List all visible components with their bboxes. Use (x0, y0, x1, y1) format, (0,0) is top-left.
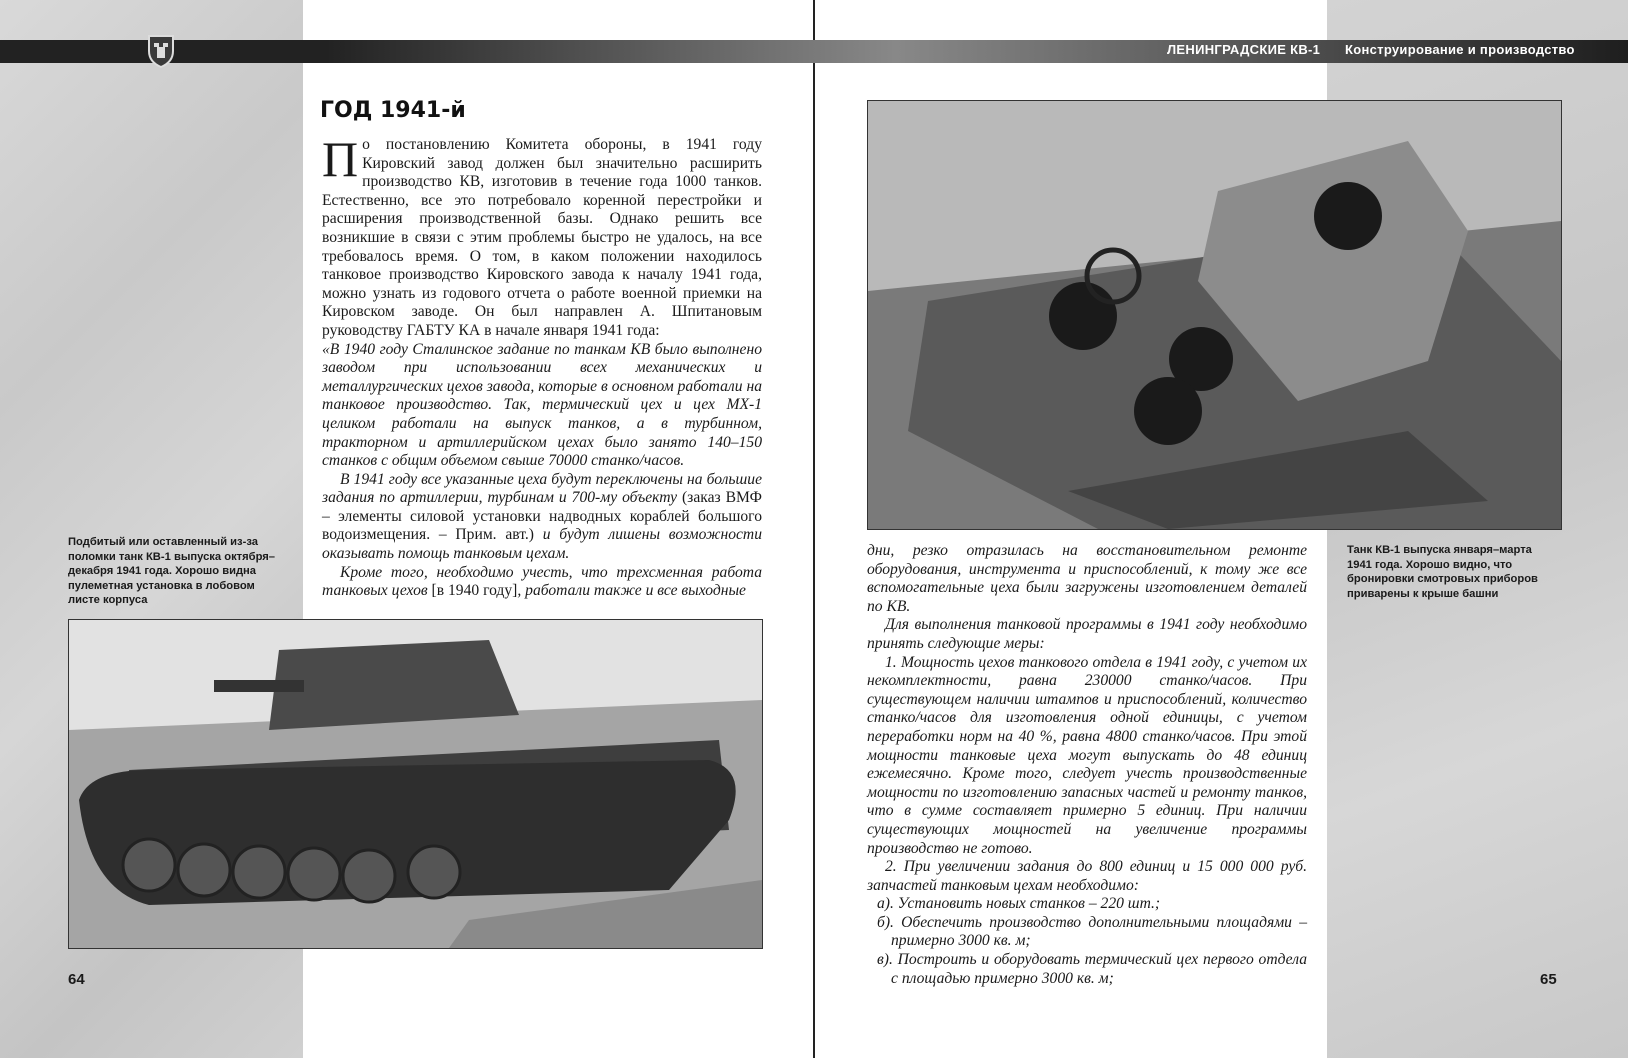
quote2-italic-a: В 1941 году все указанные цеха будут переключены на большие задания по артиллерии, турбинам и 700-му объекту (322, 470, 762, 507)
right-paragraph-3: 1. Мощность цехов танкового отдела в 1941 году, с учетом их некомплектности, равна 230000 станко/часов. При существующем наличии штампов и приспособлений, количество станко/часов для изготовления одной единицы, с учетом переработки норм на 40 %, равна 4800 станко/часов. При этой мощности танковые цеха могут выпускать до 48 единиц ежемесячно. Кроме того, следует учесть производственные мощности по изготовлению запасных частей и ремонту танков, что в сумме составляет примерно 5 единиц. При наличии существующих мощностей на увеличение программы производство не готово. (867, 653, 1307, 857)
right-text-column (867, 542, 1307, 988)
quote3-bracket: [в 1940 году] (431, 582, 518, 600)
tank-top-illustration (868, 101, 1561, 529)
left-page-number: 64 (68, 971, 85, 988)
section-title: ГОД 1941-й (320, 98, 466, 123)
quote-paragraph-1: «В 1940 году Сталинское задание по танкам КВ было выполнено заводом при использовании всех механических и металлургических цехов завода, которые в основном работали на танковое производство. Так, термический цех и цех МХ-1 целиком работали на выпуск танков, а в турбинном, тракторном и артиллерийском цехах было занято 140–150 станков с общим объемом свыше 70000 станко/часов. (322, 340, 762, 470)
kv1-top-photo (867, 100, 1562, 530)
quote-paragraph-3 (322, 564, 762, 601)
drop-cap: П (322, 131, 359, 187)
quote2-italic-c: и будут лишены возможности оказывать помощь танковым цехам. (322, 526, 762, 563)
quote3-italic-c: , работали также и все выходные (517, 582, 746, 600)
right-paragraph-4: 2. При увеличении задания до 800 единиц и 15 000 000 руб. запчастей танковым цехам необходимо: (867, 858, 1307, 894)
quote3-italic-a: Кроме того, необходимо учесть, что трехсменная работа танковых цехов (322, 563, 762, 600)
left-photo-caption: Подбитый или оставленный из-за поломки танк КВ-1 выпуска октября–декабря 1941 года. Хорошо видна пулеметная установка в лобовом листе корпуса (68, 536, 276, 606)
intro-text: о постановлению Комитета обороны, в 1941 году Кировский завод должен был значительно расширить производство КВ, изготовив в течение года 1000 танков. Естественно, все это потребовало коренной перестройки и расширения производственной базы. Однако решить все возникшие в связи с этим проблемы быстро не удалось, на все требовалось время. О том, в каком положении находилось танковое производство Кировского завода к началу 1941 года, можно узнать из годового отчета о работе военной приемки на Кировском заводе. Он был направлен А. Шпитановым руководству ГАБТУ КА в начале января 1941 года: (322, 136, 762, 339)
right-paragraph-2: Для выполнения танковой программы в 1941 году необходимо принять следующие меры: (867, 616, 1307, 652)
kv1-side-photo (68, 619, 763, 949)
right-photo-caption: Танк КВ-1 выпуска января–марта 1941 года. Хорошо видно, что бронировки смотровых приборов приварены к крыше башни (1347, 544, 1538, 600)
list-item-a: а). Установить новых станков – 220 шт.; (877, 895, 1161, 913)
right-page-number: 65 (1540, 971, 1557, 988)
tank-side-illustration (69, 620, 762, 948)
header-chapter-title: Конструирование и производство (1345, 42, 1575, 57)
intro-paragraph (322, 131, 762, 341)
list-item-b: б). Обеспечить производство дополнительными площадями – примерно 3000 кв. м; (877, 913, 1307, 950)
list-item-c: в). Построить и оборудовать термический цех первого отдела с площадью примерно 3000 кв. м; (877, 951, 1307, 987)
quote2-note: (заказ ВМФ – элементы силовой установки надводных кораблей большого водоизмещения. – Прим. авт.) (322, 489, 762, 544)
left-text-column (322, 131, 762, 601)
right-paragraph-1: дни, резко отразилась на восстановительном ремонте оборудования, инструмента и приспособлений, к тому же все вспомогательные цеха были загружены изготовлением деталей по КВ. (867, 542, 1307, 615)
quote-paragraph-2 (322, 471, 762, 564)
header-book-title: ЛЕНИНГРАДСКИЕ КВ-1 (1167, 42, 1321, 57)
shield-logo-icon (146, 33, 176, 69)
page-gutter (813, 0, 815, 1058)
